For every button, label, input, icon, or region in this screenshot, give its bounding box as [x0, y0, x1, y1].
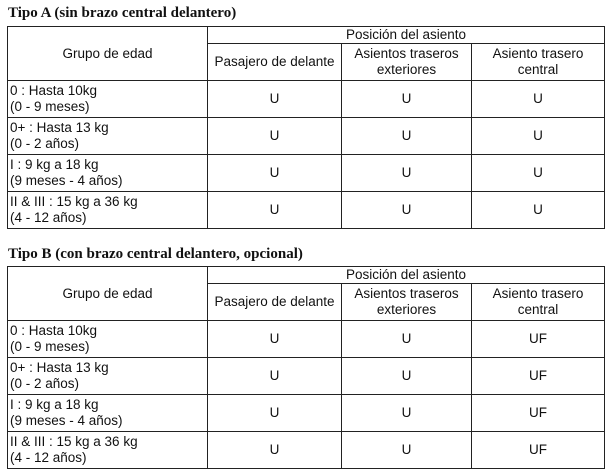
col-header-rear-center: Asiento trasero central — [472, 284, 605, 321]
age-group-cell: 0 : Hasta 10kg (0 - 9 meses) — [8, 81, 208, 118]
seat-position-header: Posición del asiento — [208, 27, 605, 44]
age-group-cell: 0+ : Hasta 13 kg (0 - 2 años) — [8, 358, 208, 395]
table-row — [8, 395, 605, 432]
table-a-header-row — [8, 27, 605, 44]
col-header-front-passenger: Pasajero de delante — [208, 284, 342, 321]
age-group-cell: II & III : 15 kg a 36 kg (4 - 12 años) — [8, 192, 208, 229]
value-cell: U — [472, 118, 605, 155]
table-row — [8, 118, 605, 155]
age-group-cell: II & III : 15 kg a 36 kg (4 - 12 años) — [8, 432, 208, 469]
table-row — [8, 192, 605, 229]
value-cell: U — [208, 155, 342, 192]
table-row — [8, 321, 605, 358]
value-cell: U — [208, 118, 342, 155]
col-header-front-passenger: Pasajero de delante — [208, 44, 342, 81]
col-header-rear-center: Asiento trasero central — [472, 44, 605, 81]
table-a — [7, 26, 605, 229]
value-cell: U — [208, 432, 342, 469]
col-header-rear-outer: Asientos traseros exteriores — [342, 284, 472, 321]
table-a-title: Tipo A (sin brazo central delantero) — [8, 5, 237, 21]
value-cell: UF — [472, 358, 605, 395]
table-row — [8, 358, 605, 395]
value-cell: U — [342, 81, 472, 118]
value-cell: UF — [472, 321, 605, 358]
age-group-cell: I : 9 kg a 18 kg (9 meses - 4 años) — [8, 155, 208, 192]
value-cell: U — [208, 81, 342, 118]
table-b-header-row — [8, 267, 605, 284]
age-group-header: Grupo de edad — [8, 267, 208, 321]
table-row — [8, 432, 605, 469]
value-cell: U — [208, 358, 342, 395]
seat-position-header: Posición del asiento — [208, 267, 605, 284]
age-group-header: Grupo de edad — [8, 27, 208, 81]
value-cell: UF — [472, 432, 605, 469]
table-b-title: Tipo B (con brazo central delantero, opcional) — [8, 246, 303, 262]
value-cell: U — [342, 395, 472, 432]
value-cell: U — [342, 155, 472, 192]
value-cell: UF — [472, 395, 605, 432]
value-cell: U — [472, 81, 605, 118]
value-cell: U — [342, 432, 472, 469]
value-cell: U — [472, 192, 605, 229]
value-cell: U — [208, 321, 342, 358]
value-cell: U — [342, 192, 472, 229]
value-cell: U — [342, 321, 472, 358]
age-group-cell: I : 9 kg a 18 kg (9 meses - 4 años) — [8, 395, 208, 432]
value-cell: U — [208, 395, 342, 432]
age-group-cell: 0+ : Hasta 13 kg (0 - 2 años) — [8, 118, 208, 155]
value-cell: U — [472, 155, 605, 192]
value-cell: U — [342, 118, 472, 155]
value-cell: U — [208, 192, 342, 229]
age-group-cell: 0 : Hasta 10kg (0 - 9 meses) — [8, 321, 208, 358]
value-cell: U — [342, 358, 472, 395]
table-row — [8, 155, 605, 192]
table-row — [8, 81, 605, 118]
col-header-rear-outer: Asientos traseros exteriores — [342, 44, 472, 81]
table-b — [7, 266, 605, 469]
